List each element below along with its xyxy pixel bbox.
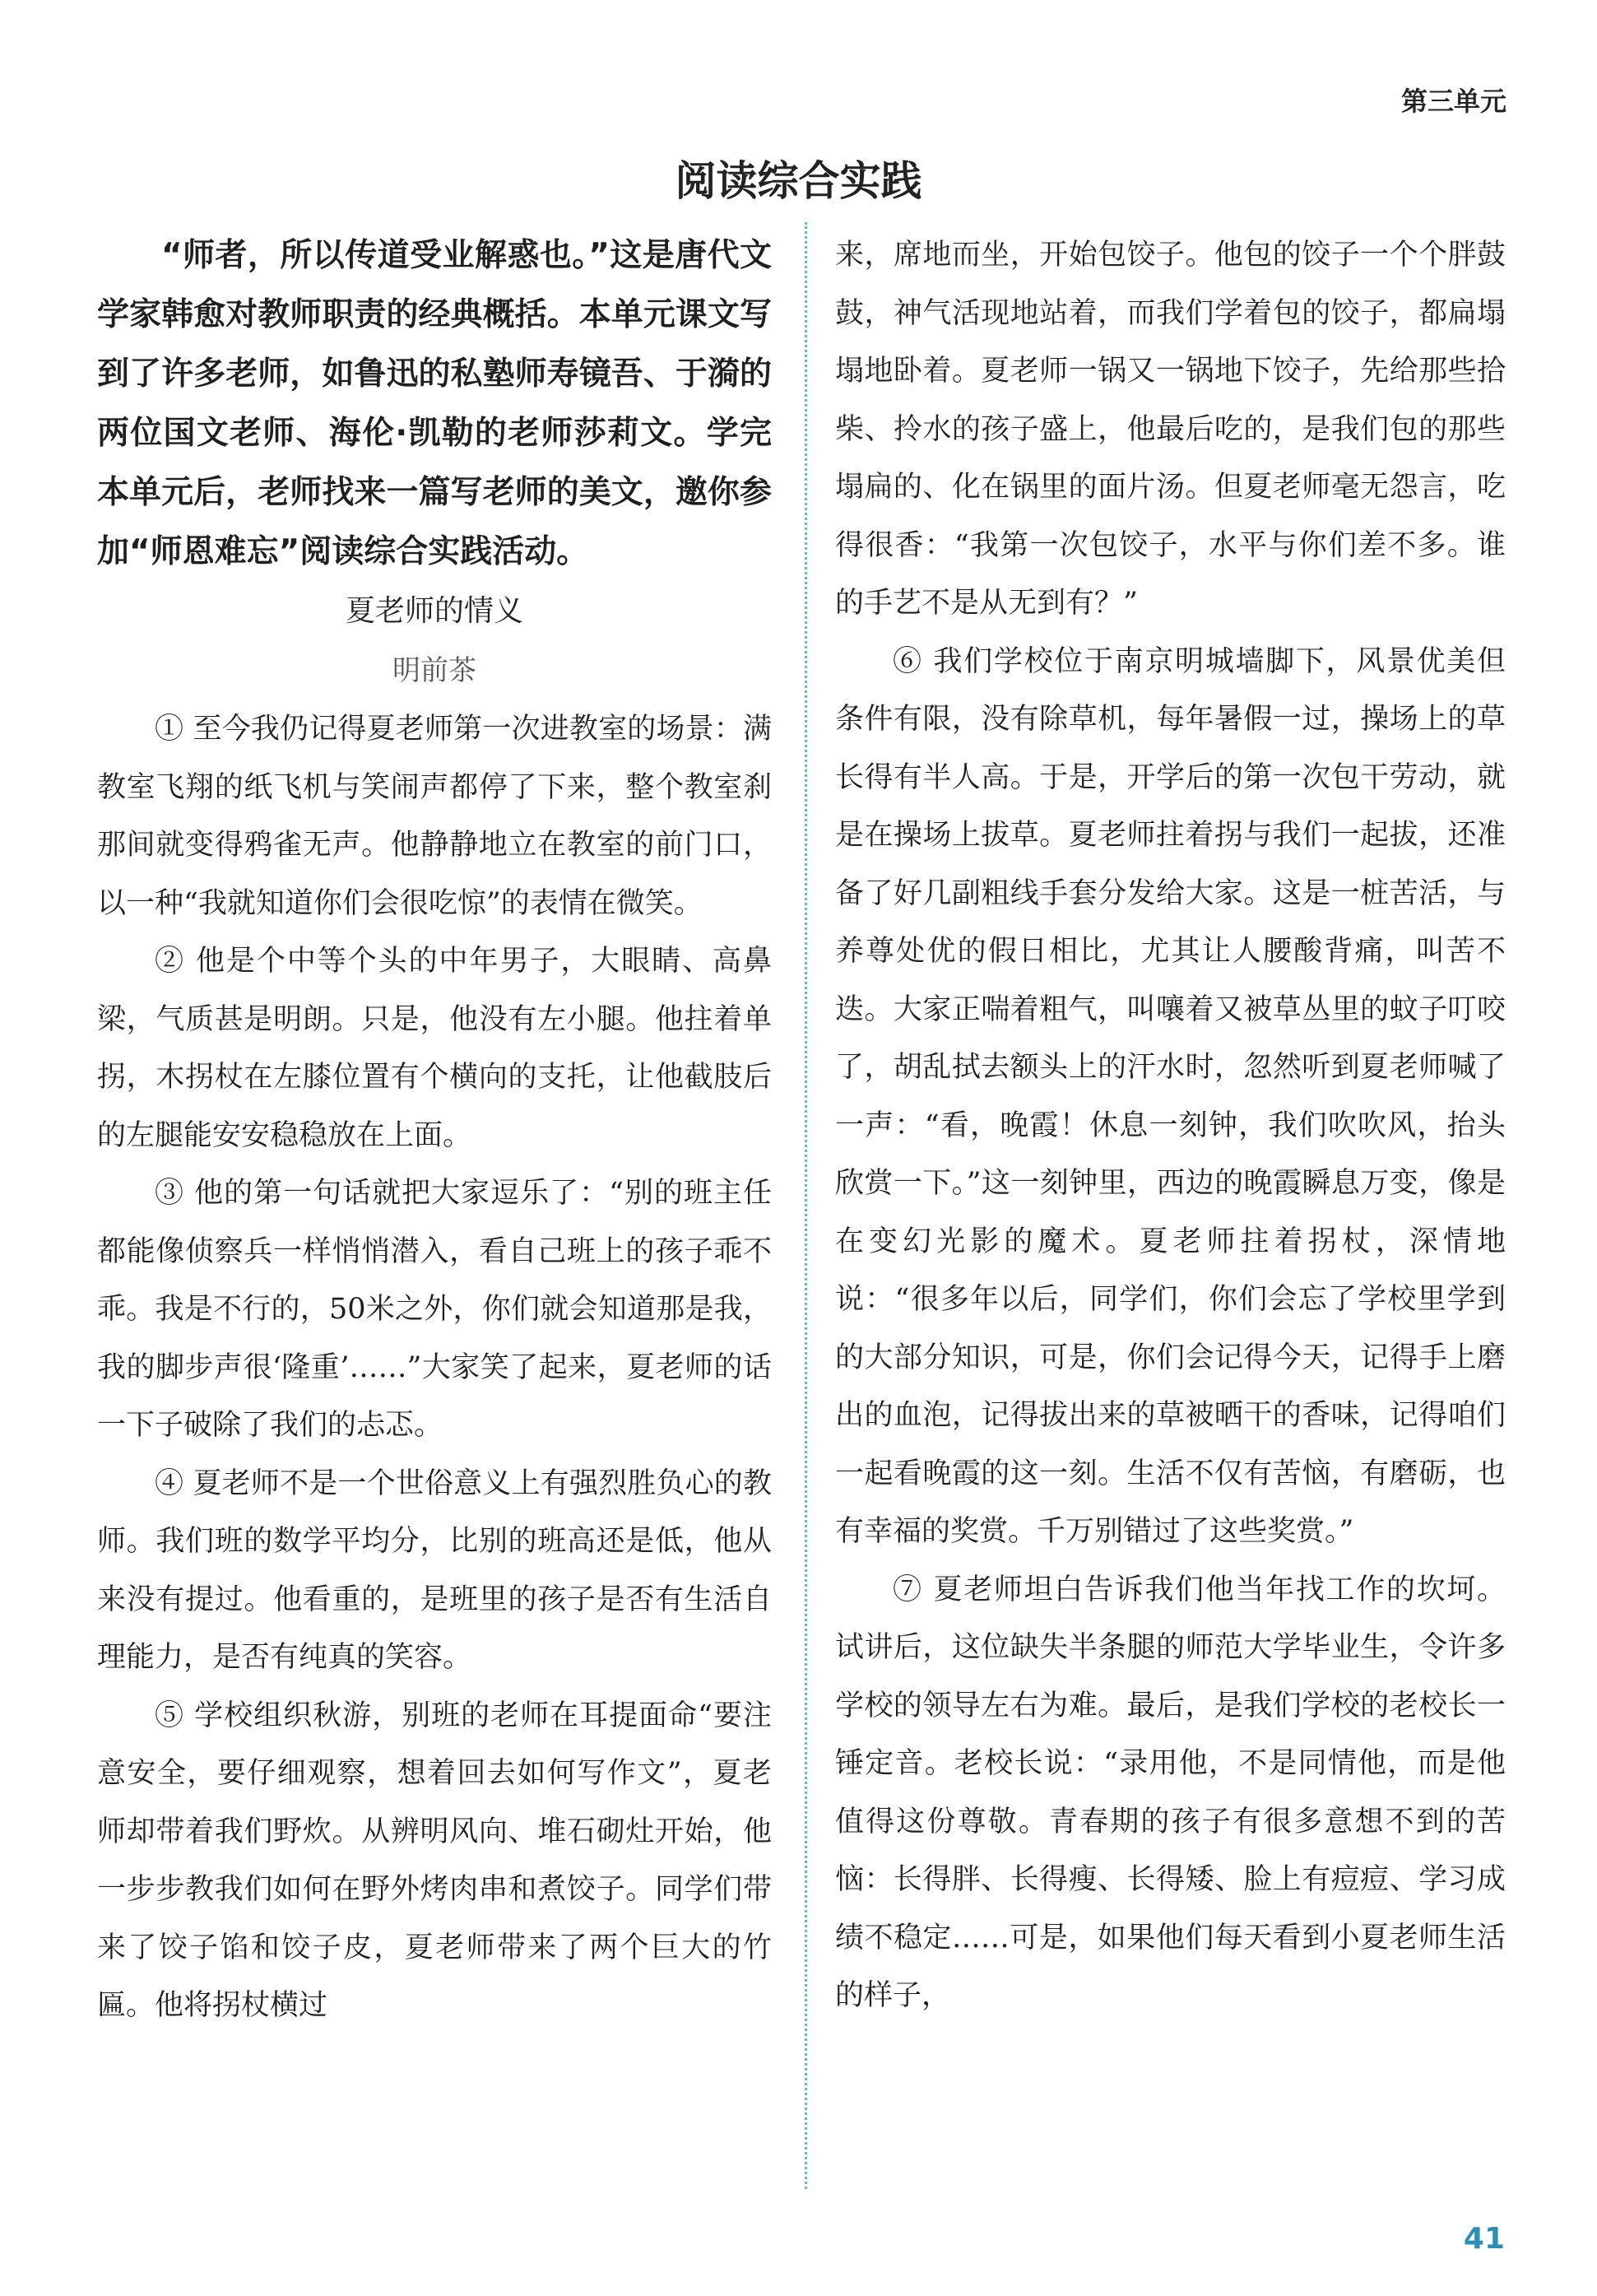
left-column <box>97 226 772 2035</box>
paragraph-7: ⑦ 夏老师坦白告诉我们他当年找工作的坎坷。试讲后，这位缺失半条腿的师范大学毕业生，令许多学校的领导左右为难。最后，是我们学校的老校长一锤定音。老校长说：“录用他，不是同情他，而是他值得这份尊敬。青春期的孩子有很多意想不到的苦恼：长得胖、长得瘦、长得矮、脸上有痘痘、学习成绩不稳定……可是，如果他们每天看到小夏老师生活的样子， <box>835 1573 1506 2012</box>
article-title: 夏老师的情义 <box>345 594 523 628</box>
article-author: 明前茶 <box>392 654 476 687</box>
intro-paragraph: “师者，所以传道受业解惑也。”这是唐代文学家韩愈对教师职责的经典概括。本单元课文写到了许多老师，如鲁迅的私塾师寿镜吾、于漪的两位国文老师、海伦·凯勒的老师莎莉文。学完本单元后，老师找来一篇写老师的美文，邀你参加“师恩难忘”阅读综合实践活动。 <box>97 237 772 570</box>
page-title: 阅读综合实践 <box>675 157 922 205</box>
paragraph-1: ① 至今我仍记得夏老师第一次进教室的场景：满教室飞翔的纸飞机与笑闹声都停了下来，整个教室刹那间就变得鸦雀无声。他静静地立在教室的前门口，以一种“我就知道你们会很吃惊”的表情在微笑。 <box>97 713 772 920</box>
paragraph-5-continued: 来，席地而坐，开始包饺子。他包的饺子一个个胖鼓鼓，神气活现地站着，而我们学着包的饺子，都扁塌塌地卧着。夏老师一锅又一锅地下饺子，先给那些拾柴、拎水的孩子盛上，他最后吃的，是我们包的那些塌扁的、化在锅里的面片汤。但夏老师毫无怨言，吃得很香：“我第一次包饺子，水平与你们差不多。谁的手艺不是从无到有？” <box>835 239 1506 620</box>
right-column <box>835 226 1506 2025</box>
paragraph-3: ③ 他的第一句话就把大家逗乐了：“别的班主任都能像侦察兵一样悄悄潜入，看自己班上的孩子乖不乖。我是不行的，50米之外，你们就会知道那是我，我的脚步声很‘隆重’……”大家笑了起来，夏老师的话一下子破除了我们的忐忑。 <box>97 1177 772 1442</box>
paragraph-4: ④ 夏老师不是一个世俗意义上有强烈胜负心的教师。我们班的数学平均分，比别的班高还是低，他从来没有提过。他看重的，是班里的孩子是否有生活自理能力，是否有纯真的笑容。 <box>97 1466 772 1674</box>
paragraph-5: ⑤ 学校组织秋游，别班的老师在耳提面命“要注意安全，要仔细观察，想着回去如何写作文”，夏老师却带着我们野炊。从辨明风向、堆石砌灶开始，他一步步教我们如何在野外烤肉串和煮饺子。同学们带来了饺子馅和饺子皮，夏老师带来了两个巨大的竹匾。他将拐杖横过 <box>97 1699 772 2022</box>
unit-label: 第三单元 <box>1400 86 1506 117</box>
page-number: 41 <box>1463 2222 1505 2256</box>
paragraph-2: ② 他是个中等个头的中年男子，大眼睛、高鼻梁，气质甚是明朗。只是，他没有左小腿。他拄着单拐，木拐杖在左膝位置有个横向的支托，让他截肢后的左腿能安安稳稳放在上面。 <box>97 945 772 1152</box>
paragraph-6: ⑥ 我们学校位于南京明城墙脚下，风景优美但条件有限，没有除草机，每年暑假一过，操场上的草长得有半人高。于是，开学后的第一次包干劳动，就是在操场上拔草。夏老师拄着拐与我们一起拔，还准备了好几副粗线手套分发给大家。这是一桩苦活，与养尊处优的假日相比，尤其让人腰酸背痛，叫苦不迭。大家正喘着粗气，叫嚷着又被草丛里的蚊子叮咬了，胡乱拭去额头上的汗水时，忽然听到夏老师喊了一声：“看，晚霞！休息一刻钟，我们吹吹风，抬头欣赏一下。”这一刻钟里，西边的晚霞瞬息万变，像是在变幻光影的魔术。夏老师拄着拐杖，深情地说：“很多年以后，同学们，你们会忘了学校里学到的大部分知识，可是，你们会记得今天，记得手上磨出的血泡，记得拔出来的草被晒干的香味，记得咱们一起看晚霞的这一刻。生活不仅有苦恼，有磨砺，也有幸福的奖赏。千万别错过了这些奖赏。” <box>835 644 1506 1548</box>
column-divider <box>805 222 807 2189</box>
